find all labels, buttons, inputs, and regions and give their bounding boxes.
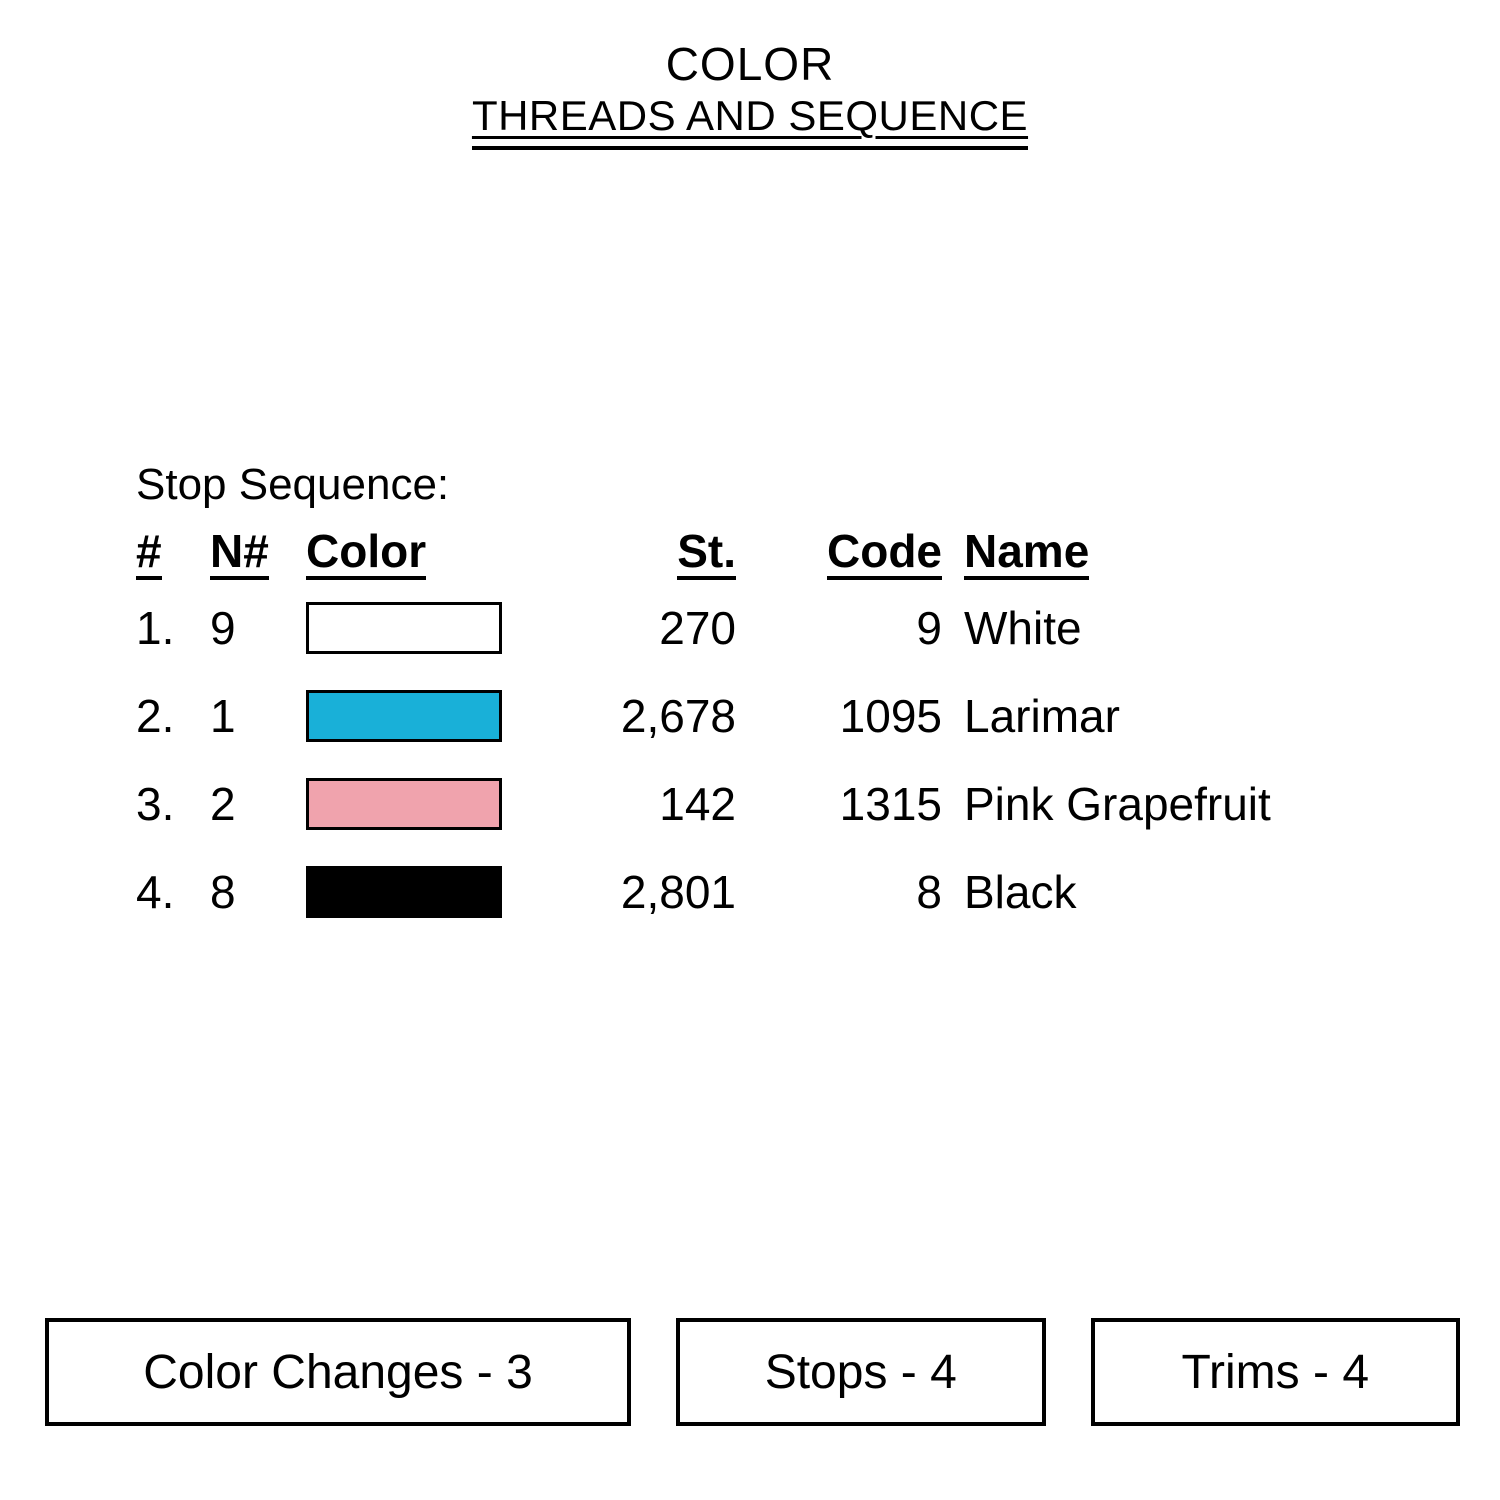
- stops-box: Stops - 4: [676, 1318, 1046, 1426]
- summary-footer: [45, 1318, 1460, 1426]
- table-row: [136, 672, 1271, 760]
- row-name: Pink Grapefruit: [964, 778, 1271, 830]
- column-header-index-label: #: [136, 528, 162, 580]
- row-code: 8: [916, 866, 942, 918]
- table-row: [136, 760, 1271, 848]
- row-name: White: [964, 602, 1082, 654]
- row-index: 1.: [136, 602, 175, 654]
- row-needle: 2: [210, 778, 236, 830]
- color-swatch: [306, 778, 502, 830]
- row-code: 1095: [839, 690, 942, 742]
- row-color-cell: [306, 584, 536, 672]
- column-header-color-label: Color: [306, 528, 426, 580]
- row-stitches: 2,801: [620, 866, 736, 918]
- row-color-cell: [306, 760, 536, 848]
- row-index: 2.: [136, 690, 175, 742]
- column-header-name: [964, 525, 1271, 584]
- column-header-index: [136, 525, 210, 584]
- column-header-code-label: Code: [827, 528, 942, 580]
- row-color-cell: [306, 672, 536, 760]
- page-header: [0, 40, 1500, 150]
- color-changes-box: Color Changes - 3: [45, 1318, 631, 1426]
- color-swatch: [306, 690, 502, 742]
- page-subtitle: THREADS AND SEQUENCE: [471, 92, 1029, 140]
- stop-sequence-heading: Stop Sequence:: [136, 460, 450, 509]
- thread-sequence-table: [136, 525, 1271, 936]
- column-header-color: [306, 525, 536, 584]
- row-code: 1315: [839, 778, 942, 830]
- column-header-code: [742, 525, 964, 584]
- color-swatch: [306, 866, 502, 918]
- column-header-needle: [210, 525, 306, 584]
- row-stitches: 2,678: [620, 690, 736, 742]
- row-index: 3.: [136, 778, 175, 830]
- column-header-needle-label: N#: [210, 528, 269, 580]
- row-name: Larimar: [964, 690, 1120, 742]
- page-subtitle-wrapper: [472, 94, 1028, 150]
- stop-sequence-section: [136, 460, 1271, 936]
- column-header-stitches: [536, 525, 742, 584]
- row-color-cell: [306, 848, 536, 936]
- trims-box: Trims - 4: [1091, 1318, 1461, 1426]
- row-index: 4.: [136, 866, 175, 918]
- table-header-row: [136, 528, 1271, 584]
- row-needle: 1: [210, 690, 236, 742]
- table-row: [136, 584, 1271, 672]
- row-stitches: 270: [659, 602, 736, 654]
- color-swatch: [306, 602, 502, 654]
- row-name: Black: [964, 866, 1077, 918]
- row-needle: 9: [210, 602, 236, 654]
- row-code: 9: [916, 602, 942, 654]
- row-needle: 8: [210, 866, 236, 918]
- column-header-stitches-label: St.: [677, 528, 736, 580]
- column-header-name-label: Name: [964, 528, 1089, 580]
- table-row: [136, 848, 1271, 936]
- page-title: COLOR: [665, 38, 835, 90]
- row-stitches: 142: [659, 778, 736, 830]
